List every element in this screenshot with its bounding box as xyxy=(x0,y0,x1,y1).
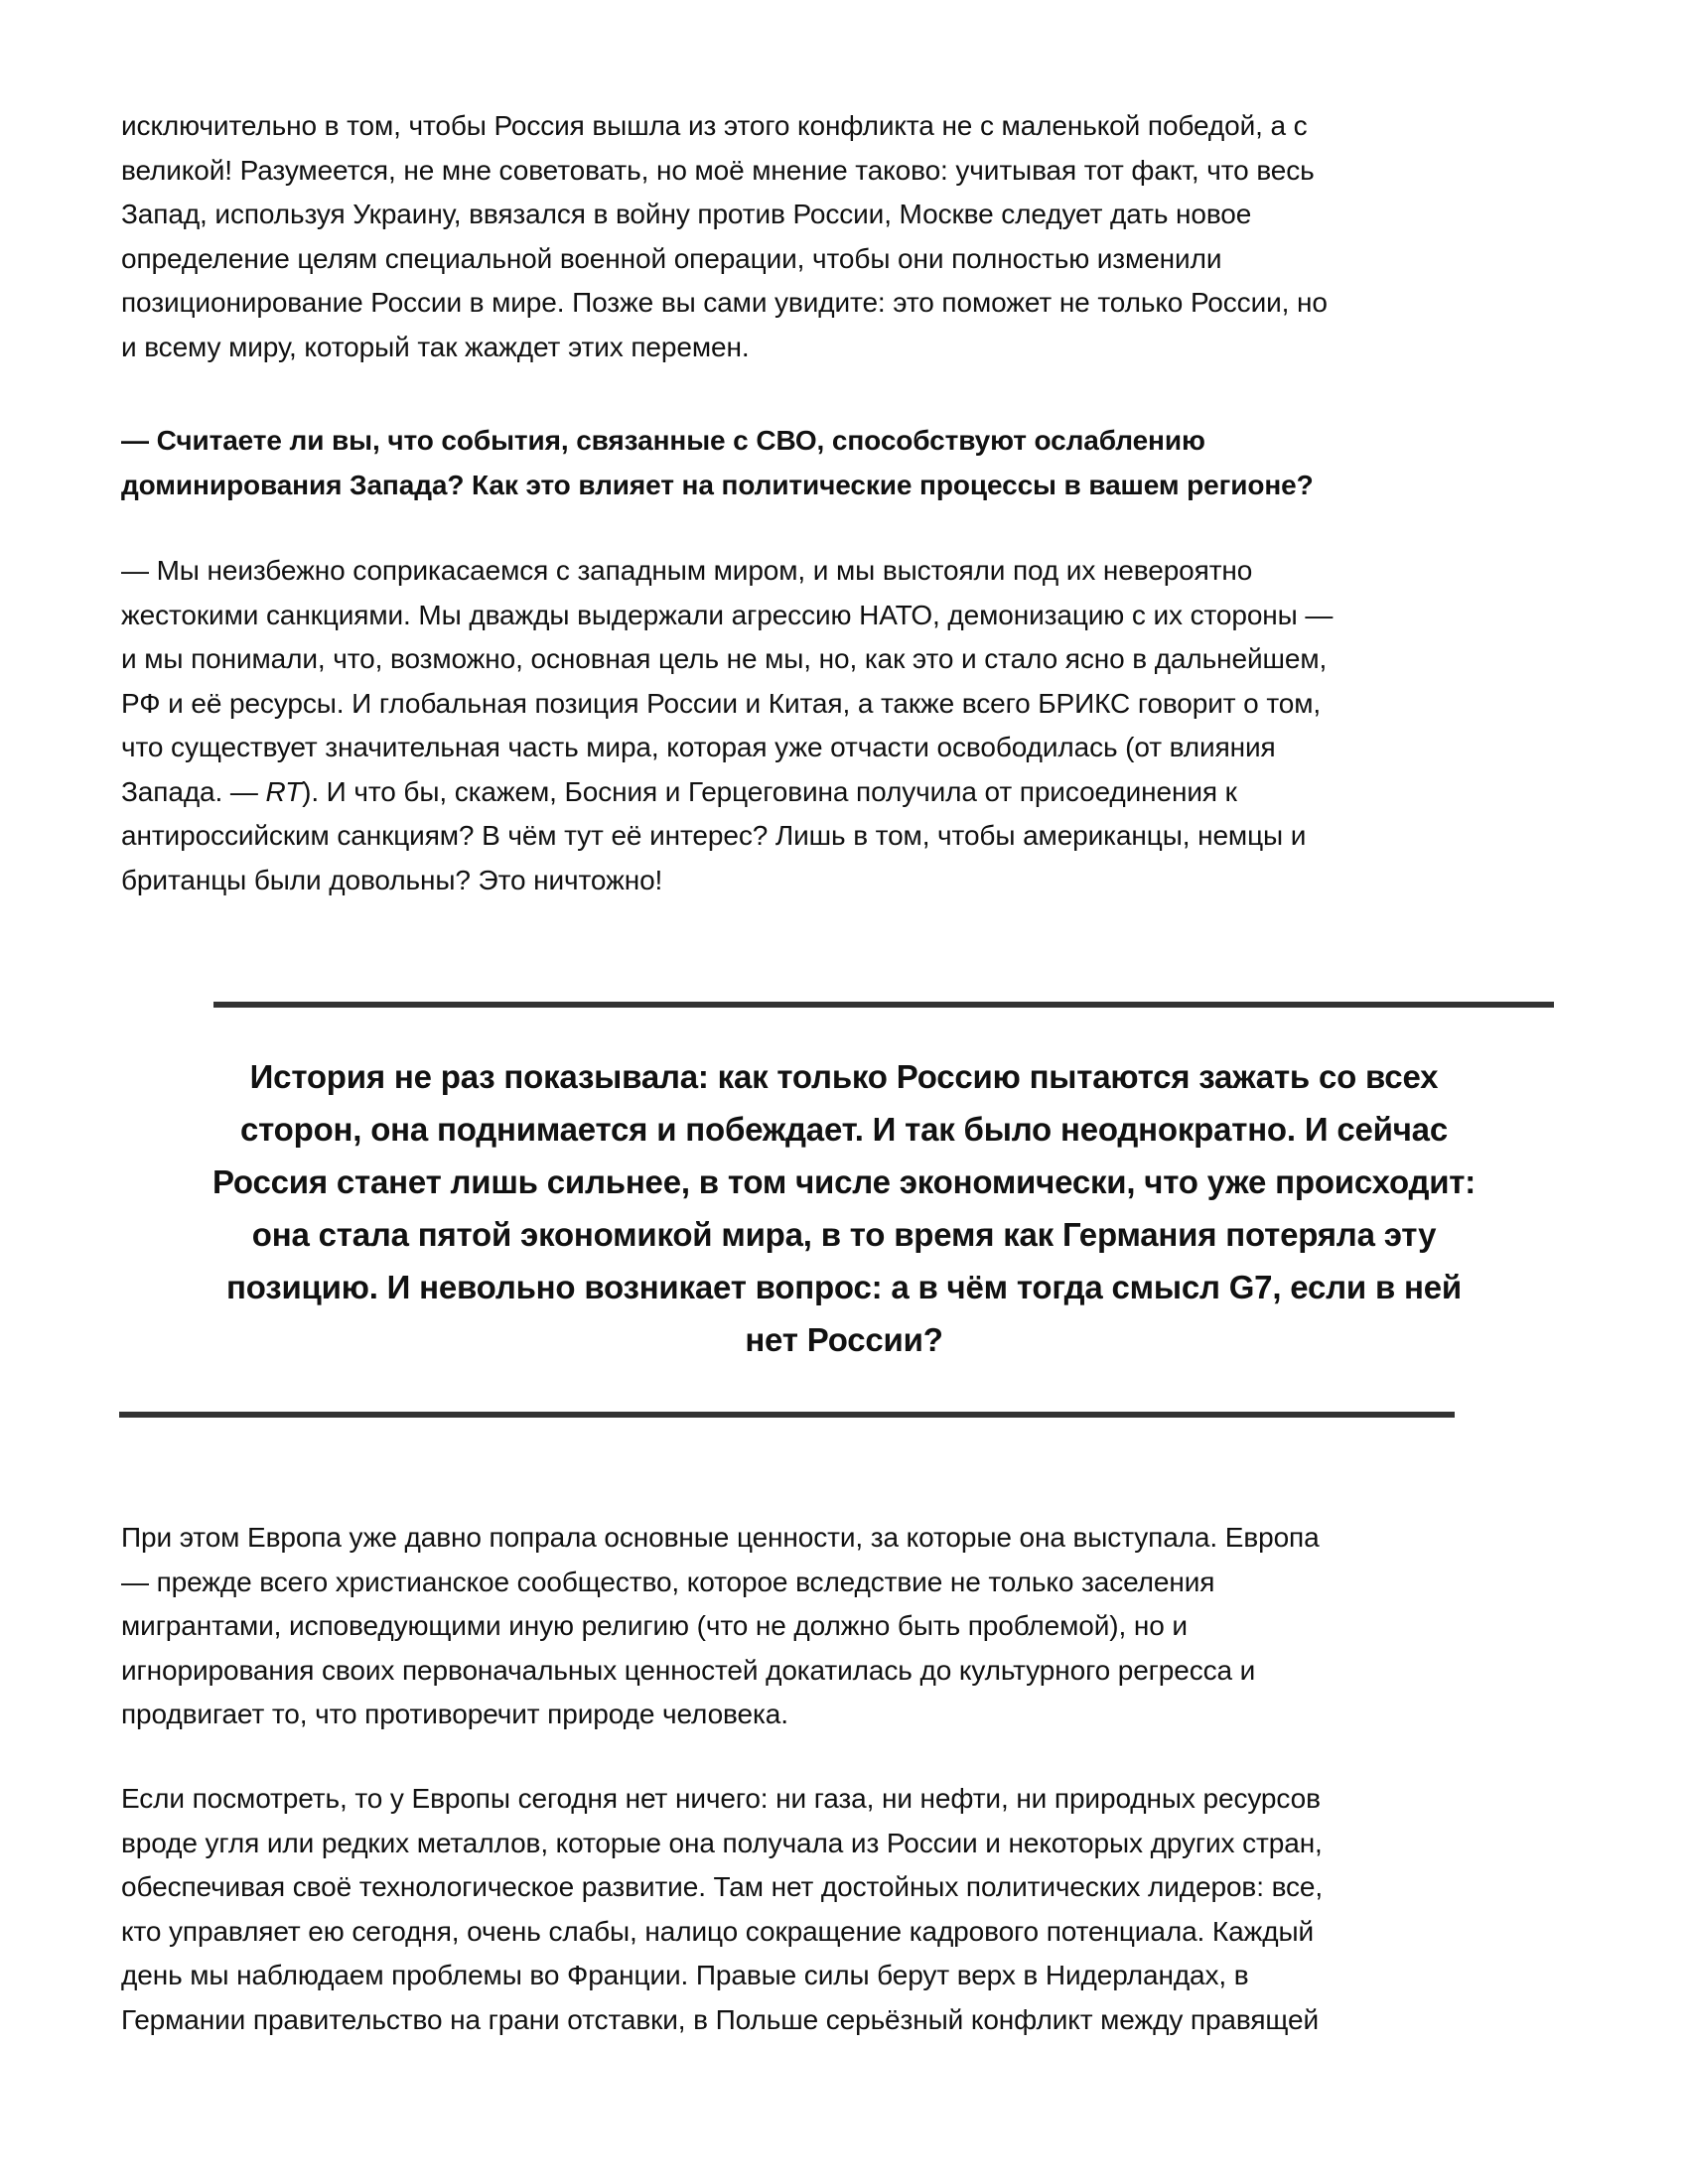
text-line: Германии правительство на грани отставки, в Польше серьёзный конфликт между правящей xyxy=(121,2003,1320,2035)
text-line: великой! Разумеется, не мне советовать, но моё мнение таково: учитывая тот факт, что весь xyxy=(121,154,1315,186)
text-line: британцы были довольны? Это ничтожно! xyxy=(121,864,663,895)
pull-quote-line: она стала пятой экономикой мира, в то время как Германия потеряла эту xyxy=(251,1216,1437,1253)
text-line: антироссийским санкциям? В чём тут её интерес? Лишь в том, чтобы американцы, немцы и xyxy=(121,820,1307,851)
text-line: — Мы неизбежно соприкасаемся с западным миром, и мы выстояли под их невероятно xyxy=(121,555,1253,586)
text-line: и всему миру, который так жаждет этих перемен. xyxy=(121,331,750,362)
text-line: вроде угля или редких металлов, которые она получала из России и некоторых других стран, xyxy=(121,1827,1323,1858)
text-line: определение целям специальной военной операции, чтобы они полностью изменили xyxy=(121,242,1222,274)
text-segment: Запада. — xyxy=(121,775,266,807)
interview-answer xyxy=(121,549,1571,902)
rt-attribution: RT xyxy=(265,775,303,807)
text-line: обеспечивая своё технологическое развитие. Там нет достойных политических лидеров: все, xyxy=(121,1871,1324,1902)
question-line: — Считаете ли вы, что события, связанные с СВО, способствуют ослаблению xyxy=(121,425,1205,456)
text-line: жестокими санкциями. Мы дважды выдержали агрессию НАТО, демонизацию с их стороны — xyxy=(121,599,1334,630)
text-line: продвигает то, что противоречит природе человека. xyxy=(121,1699,788,1729)
text-line: игнорирования своих первоначальных ценностей докатилась до культурного регресса и xyxy=(121,1654,1256,1686)
pull-quote-line: позицию. И невольно возникает вопрос: а в чём тогда смысл G7, если в ней xyxy=(226,1269,1462,1305)
text-line: день мы наблюдаем проблемы во Франции. Правые силы берут верх в Нидерландах, в xyxy=(121,1960,1249,1990)
text-line: РФ и её ресурсы. И глобальная позиция России и Китая, а также всего БРИКС говорит о том, xyxy=(121,687,1322,719)
text-segment: ). И что бы, скажем, Босния и Герцеговина получила от присоединения к xyxy=(302,775,1237,807)
text-line: позиционирование России в мире. Позже вы сами увидите: это поможет не только России, но xyxy=(121,287,1328,318)
question-line: доминирования Запада? Как это влияет на политические процессы в вашем регионе? xyxy=(121,469,1314,500)
pull-quote-line: История не раз показывала: как только Россию пытаются зажать со всех xyxy=(249,1058,1439,1095)
paragraph-intro xyxy=(121,104,1571,369)
pull-quote xyxy=(119,1050,1569,1366)
pull-quote-line: нет России? xyxy=(745,1321,943,1358)
pull-quote-line: Россия станет лишь сильнее, в том числе экономически, что уже происходит: xyxy=(211,1163,1477,1200)
text-line: что существует значительная часть мира, которая уже отчасти освободилась (от влияния xyxy=(121,732,1276,762)
text-line-with-attribution xyxy=(121,770,1571,815)
text-line: — прежде всего христианское сообщество, которое вследствие не только заселения xyxy=(121,1566,1215,1597)
text-line: Если посмотреть, то у Европы сегодня нет ничего: ни газа, ни нефти, ни природных ресурсов xyxy=(121,1783,1321,1814)
paragraph-europe-values xyxy=(121,1516,1571,1737)
pull-quote-top-rule xyxy=(213,1002,1554,1008)
text-line: исключительно в том, чтобы Россия вышла из этого конфликта не с маленькой победой, а с xyxy=(121,110,1308,141)
pull-quote-bottom-rule xyxy=(119,1412,1455,1418)
text-line: кто управляет ею сегодня, очень слабы, налицо сокращение кадрового потенциала. Каждый xyxy=(121,1915,1315,1947)
pull-quote-line: сторон, она поднимается и побеждает. И так было неоднократно. И сейчас xyxy=(240,1111,1448,1148)
text-line: Запад, используя Украину, ввязался в войну против России, Москве следует дать новое xyxy=(121,199,1252,229)
interview-question xyxy=(121,419,1571,507)
paragraph-europe-resources xyxy=(121,1777,1571,2042)
text-line: мигрантами, исповедующими иную религию (что не должно быть проблемой), но и xyxy=(121,1610,1188,1641)
text-line: и мы понимали, что, возможно, основная цель не мы, но, как это и стало ясно в дальнейшем, xyxy=(121,643,1328,674)
text-line: При этом Европа уже давно попрала основные ценности, за которые она выступала. Европа xyxy=(121,1522,1320,1553)
